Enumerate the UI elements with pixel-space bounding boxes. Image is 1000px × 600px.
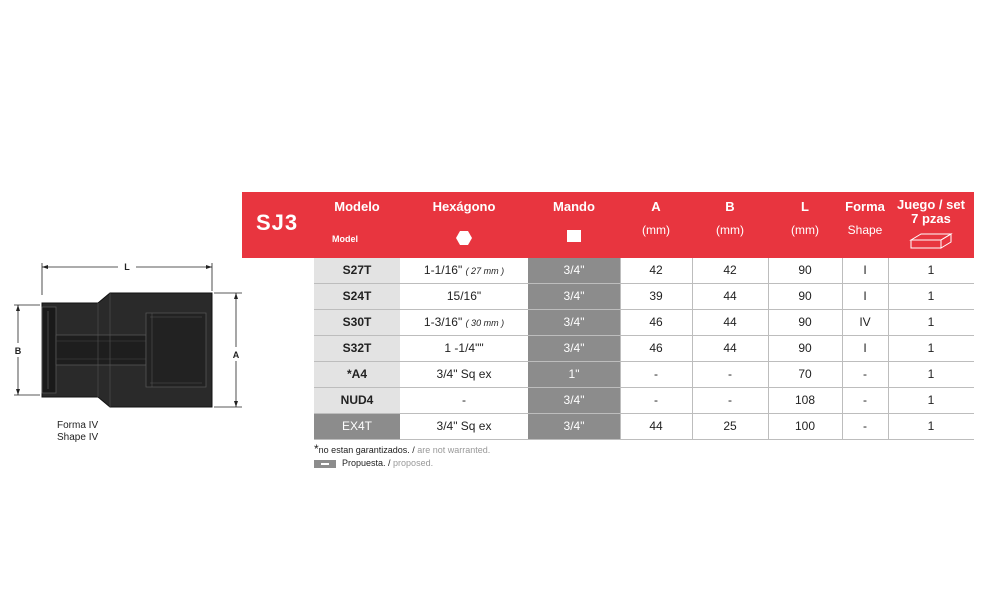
shape-caption bbox=[57, 420, 98, 444]
header-l-unit: (mm) bbox=[791, 223, 819, 237]
proposed-swatch-icon bbox=[314, 460, 336, 468]
column-divider bbox=[768, 258, 769, 283]
model-cell bbox=[314, 388, 400, 413]
l-cell bbox=[768, 414, 842, 439]
column-divider bbox=[620, 362, 621, 387]
column-divider bbox=[768, 362, 769, 387]
drive-cell bbox=[528, 284, 620, 309]
shape-cell-value: - bbox=[863, 419, 867, 433]
column-divider bbox=[620, 310, 621, 335]
column-divider bbox=[842, 336, 843, 361]
column-divider bbox=[888, 414, 889, 439]
column-divider bbox=[692, 388, 693, 413]
footnote-proposed bbox=[314, 458, 433, 468]
header-model-label: Modelo bbox=[334, 199, 380, 214]
shape-cell-value: I bbox=[863, 289, 867, 303]
hex-cell-value: 1 -1/4"" bbox=[444, 341, 484, 355]
shape-cell-value: I bbox=[863, 263, 867, 277]
l-cell-value: 90 bbox=[798, 315, 812, 329]
footnote-not-guaranteed bbox=[314, 442, 490, 456]
column-divider bbox=[842, 284, 843, 309]
column-divider bbox=[768, 336, 769, 361]
socket-shape-iv-drawing bbox=[10, 255, 250, 455]
column-divider bbox=[888, 362, 889, 387]
set-cell bbox=[888, 336, 974, 361]
drive-cell-value: 3/4" bbox=[563, 289, 585, 303]
footnote-sep: / bbox=[409, 445, 418, 455]
model-cell-value: *A4 bbox=[346, 367, 367, 381]
column-divider bbox=[620, 336, 621, 361]
column-divider bbox=[842, 362, 843, 387]
column-divider bbox=[842, 310, 843, 335]
header-hex-label: Hexágono bbox=[432, 199, 496, 214]
drive-cell bbox=[528, 414, 620, 439]
shape-cell-value: - bbox=[863, 393, 867, 407]
shape-cell-value: I bbox=[863, 341, 867, 355]
model-cell-value: S30T bbox=[342, 315, 372, 329]
set-cell-value: 1 bbox=[927, 393, 935, 407]
hex-mm-value: ( 30 mm ) bbox=[465, 318, 505, 328]
shape-cell bbox=[842, 336, 888, 361]
a-cell-value: - bbox=[654, 393, 658, 407]
b-cell-value: 42 bbox=[723, 263, 737, 277]
set-cell-value: 1 bbox=[927, 289, 935, 303]
header-shape-label: Forma bbox=[845, 199, 885, 214]
column-divider bbox=[888, 310, 889, 335]
b-cell-value: 44 bbox=[723, 315, 737, 329]
square-drive-icon bbox=[567, 230, 581, 242]
dimension-l-label: L bbox=[124, 262, 130, 272]
a-cell bbox=[620, 284, 692, 309]
header-a bbox=[620, 192, 692, 258]
header-drive-label: Mando bbox=[553, 199, 595, 214]
column-divider bbox=[888, 336, 889, 361]
a-cell bbox=[620, 414, 692, 439]
drive-cell bbox=[528, 388, 620, 413]
column-divider bbox=[768, 310, 769, 335]
hex-cell bbox=[400, 414, 528, 439]
header-a-label: A bbox=[651, 199, 661, 214]
l-cell-value: 90 bbox=[798, 341, 812, 355]
footnote-proposed-en: proposed. bbox=[393, 458, 434, 468]
set-cell-value: 1 bbox=[927, 315, 935, 329]
l-cell bbox=[768, 284, 842, 309]
shape-cell bbox=[842, 310, 888, 335]
column-divider bbox=[692, 284, 693, 309]
footnote-not-guaranteed-en: are not warranted. bbox=[417, 445, 491, 455]
a-cell-value: - bbox=[654, 367, 658, 381]
drive-cell bbox=[528, 362, 620, 387]
drive-cell bbox=[528, 310, 620, 335]
hexagon-icon bbox=[456, 230, 472, 246]
column-divider bbox=[768, 388, 769, 413]
header-shape bbox=[842, 192, 888, 258]
model-cell-value: S27T bbox=[342, 263, 372, 277]
column-divider bbox=[768, 284, 769, 309]
b-cell-value: - bbox=[728, 393, 732, 407]
a-cell bbox=[620, 362, 692, 387]
b-cell bbox=[692, 414, 768, 439]
column-divider bbox=[692, 336, 693, 361]
l-cell bbox=[768, 258, 842, 283]
l-cell bbox=[768, 310, 842, 335]
header-b-unit: (mm) bbox=[716, 223, 744, 237]
header-l bbox=[768, 192, 842, 258]
column-divider bbox=[620, 388, 621, 413]
hex-cell bbox=[400, 258, 528, 283]
table-row bbox=[314, 258, 974, 284]
shape-cell bbox=[842, 284, 888, 309]
header-drive bbox=[528, 192, 620, 258]
dimension-b-label: B bbox=[14, 346, 22, 356]
column-divider bbox=[692, 310, 693, 335]
hex-cell-value: 1-3/16" bbox=[423, 315, 463, 329]
table-row bbox=[314, 336, 974, 362]
header-set-label: Juego / set bbox=[897, 197, 965, 212]
hex-cell bbox=[400, 310, 528, 335]
shape-cell bbox=[842, 258, 888, 283]
shape-cell-value: - bbox=[863, 367, 867, 381]
a-cell-value: 42 bbox=[649, 263, 663, 277]
drive-cell-value: 3/4" bbox=[563, 263, 585, 277]
l-cell-value: 70 bbox=[798, 367, 812, 381]
column-divider bbox=[768, 414, 769, 439]
b-cell bbox=[692, 336, 768, 361]
hex-mm-value: ( 27 mm ) bbox=[465, 266, 505, 276]
l-cell-value: 90 bbox=[798, 289, 812, 303]
l-cell bbox=[768, 362, 842, 387]
l-cell bbox=[768, 336, 842, 361]
set-cell bbox=[888, 388, 974, 413]
b-cell bbox=[692, 284, 768, 309]
table-row bbox=[314, 284, 974, 310]
header-a-unit: (mm) bbox=[642, 223, 670, 237]
hex-cell bbox=[400, 388, 528, 413]
set-cell-value: 1 bbox=[927, 419, 935, 433]
footnote-proposed-es: Propuesta. bbox=[342, 458, 386, 468]
drive-cell bbox=[528, 336, 620, 361]
a-cell-value: 46 bbox=[649, 315, 663, 329]
a-cell-value: 46 bbox=[649, 341, 663, 355]
a-cell-value: 39 bbox=[649, 289, 663, 303]
header-b bbox=[692, 192, 768, 258]
column-divider bbox=[692, 258, 693, 283]
b-cell bbox=[692, 362, 768, 387]
l-cell-value: 100 bbox=[794, 419, 816, 433]
model-cell bbox=[314, 258, 400, 283]
drive-cell-value: 3/4" bbox=[563, 341, 585, 355]
model-cell bbox=[314, 336, 400, 361]
header-model-sub: Model bbox=[332, 234, 358, 244]
drive-cell-value: 3/4" bbox=[563, 393, 585, 407]
header-b-label: B bbox=[725, 199, 735, 214]
b-cell-value: - bbox=[728, 367, 732, 381]
drive-cell-value: 3/4" bbox=[563, 315, 585, 329]
header-model bbox=[314, 192, 400, 258]
footnote-star: * bbox=[314, 442, 319, 456]
shape-cell bbox=[842, 414, 888, 439]
hex-cell bbox=[400, 362, 528, 387]
dimension-a-label: A bbox=[232, 350, 240, 360]
b-cell bbox=[692, 388, 768, 413]
b-cell bbox=[692, 310, 768, 335]
shape-caption-en: Shape IV bbox=[57, 432, 99, 443]
set-cell bbox=[888, 258, 974, 283]
table-row bbox=[314, 362, 974, 388]
header-hex bbox=[400, 192, 528, 258]
set-cell-value: 1 bbox=[927, 341, 935, 355]
l-cell bbox=[768, 388, 842, 413]
a-cell bbox=[620, 336, 692, 361]
table-body bbox=[314, 258, 974, 440]
column-divider bbox=[888, 388, 889, 413]
model-cell-value: S32T bbox=[342, 341, 372, 355]
column-divider bbox=[620, 258, 621, 283]
drive-cell-value: 1" bbox=[568, 367, 580, 381]
drive-cell-value: 3/4" bbox=[563, 419, 585, 433]
hex-cell-value: 3/4" Sq ex bbox=[436, 419, 492, 433]
table-row bbox=[314, 414, 974, 440]
column-divider bbox=[620, 284, 621, 309]
table-row bbox=[314, 310, 974, 336]
drive-cell bbox=[528, 258, 620, 283]
hex-cell-value: - bbox=[462, 393, 466, 407]
hex-cell bbox=[400, 284, 528, 309]
model-cell bbox=[314, 414, 400, 439]
column-divider bbox=[842, 258, 843, 283]
shape-cell bbox=[842, 362, 888, 387]
header-set bbox=[888, 192, 974, 258]
set-cell bbox=[888, 414, 974, 439]
l-cell-value: 90 bbox=[798, 263, 812, 277]
shape-cell bbox=[842, 388, 888, 413]
set-cell bbox=[888, 310, 974, 335]
column-divider bbox=[842, 388, 843, 413]
header-set-count: 7 pzas bbox=[911, 211, 951, 226]
model-cell bbox=[314, 310, 400, 335]
a-cell-value: 44 bbox=[649, 419, 663, 433]
a-cell bbox=[620, 310, 692, 335]
a-cell bbox=[620, 388, 692, 413]
column-divider bbox=[888, 258, 889, 283]
b-cell-value: 44 bbox=[723, 341, 737, 355]
footnote-not-guaranteed-es: no estan garantizados. bbox=[318, 445, 410, 455]
set-cell bbox=[888, 284, 974, 309]
table-header bbox=[242, 192, 974, 258]
header-shape-sub: Shape bbox=[847, 223, 883, 237]
b-cell-value: 44 bbox=[723, 289, 737, 303]
l-cell-value: 108 bbox=[794, 393, 816, 407]
model-cell-value: NUD4 bbox=[340, 393, 374, 407]
column-divider bbox=[842, 414, 843, 439]
hex-cell-value: 3/4" Sq ex bbox=[436, 367, 492, 381]
hex-cell-value: 15/16" bbox=[446, 289, 482, 303]
set-cell bbox=[888, 362, 974, 387]
a-cell bbox=[620, 258, 692, 283]
b-cell bbox=[692, 258, 768, 283]
series-title: SJ3 bbox=[256, 210, 299, 235]
set-cell-value: 1 bbox=[927, 263, 935, 277]
hex-cell-value: 1-1/16" bbox=[423, 263, 463, 277]
model-cell bbox=[314, 284, 400, 309]
set-cell-value: 1 bbox=[927, 367, 935, 381]
footnote-sep: / bbox=[385, 458, 394, 468]
table-row bbox=[314, 388, 974, 414]
shape-cell-value: IV bbox=[859, 315, 871, 329]
shape-caption-es: Forma IV bbox=[57, 420, 99, 431]
hex-cell bbox=[400, 336, 528, 361]
header-l-label: L bbox=[801, 199, 809, 214]
column-divider bbox=[692, 414, 693, 439]
model-cell-value: EX4T bbox=[341, 419, 372, 433]
column-divider bbox=[692, 362, 693, 387]
column-divider bbox=[620, 414, 621, 439]
column-divider bbox=[888, 284, 889, 309]
model-cell bbox=[314, 362, 400, 387]
socket-set-box-icon bbox=[909, 232, 953, 250]
b-cell-value: 25 bbox=[723, 419, 737, 433]
model-cell-value: S24T bbox=[342, 289, 372, 303]
